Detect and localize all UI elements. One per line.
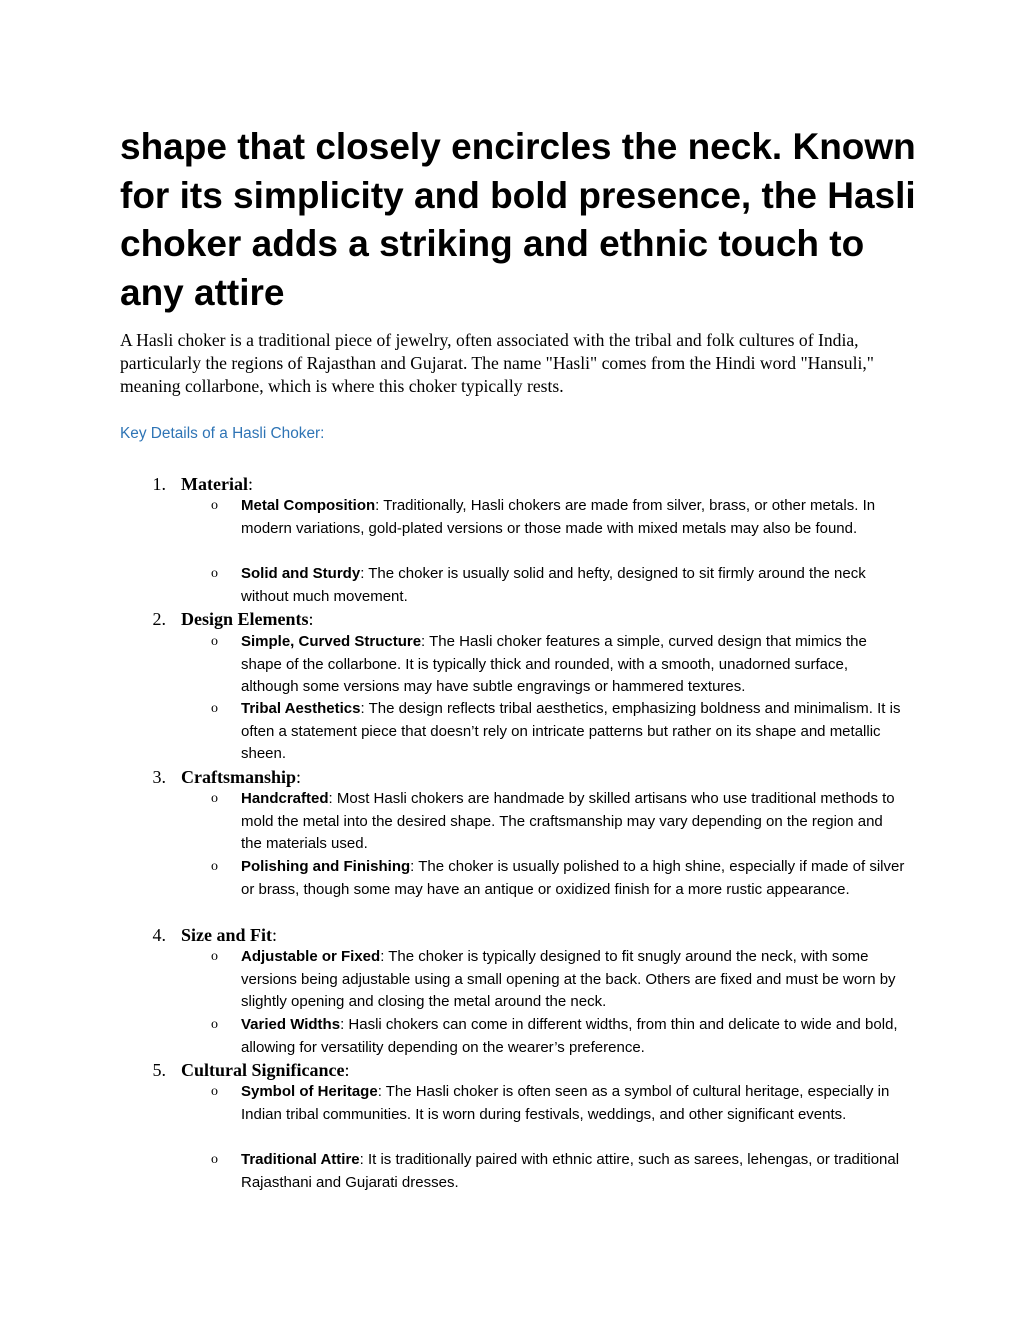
bullet-marker: o	[211, 566, 218, 581]
sub-item-label: Polishing and Finishing	[241, 858, 411, 875]
sub-item-label: Tribal Aesthetics	[241, 700, 361, 717]
list-item-craftsmanship: 3. Craftsmanship:	[0, 765, 1024, 789]
sub-item-text: : The choker is usually solid and hefty, designed to sit firmly around the neck without much movement.	[241, 565, 866, 605]
sub-item-text: : Most Hasli chokers are handmade by skilled artisans who use traditional methods to mold the metal into the desired shape. The craftsmanship may vary depending on the region and the materials used.	[241, 790, 895, 852]
bullet-marker: o	[211, 634, 218, 649]
sub-item-label: Adjustable or Fixed	[241, 948, 381, 965]
bullet-marker: o	[211, 498, 218, 513]
list-item-material: 1. Material:	[0, 472, 1024, 496]
sub-item-text: : Hasli chokers can come in different widths, from thin and delicate to wide and bold, allowing for versatility depending on the wearer’s preference.	[241, 1016, 898, 1056]
sub-item-text: : The choker is usually polished to a high shine, especially if made of silver or brass, though some may have an antique or oxidized finish for a more rustic appearance.	[241, 858, 905, 898]
sub-item-label: Metal Composition	[241, 497, 376, 514]
list-item-title: Cultural Significance	[181, 1060, 345, 1080]
bullet-marker: o	[211, 859, 218, 874]
page-heading: shape that closely encircles the neck. Known for its simplicity and bold presence, the Hasli choker adds a striking and ethnic touch to any attire	[120, 126, 916, 313]
sub-item-label: Handcrafted	[241, 790, 329, 807]
bullet-marker: o	[211, 1084, 218, 1099]
list-item-size-and-fit: 4. Size and Fit:	[0, 923, 1024, 947]
list-number: 3.	[152, 767, 166, 787]
sub-item-text: : The design reflects tribal aesthetics, emphasizing boldness and minimalism. It is often a statement piece that doesn’t rely on intricate patterns but rather on its shape and metallic sheen.	[241, 700, 901, 762]
sub-item-label: Simple, Curved Structure	[241, 633, 422, 650]
section-title: Key Details of a Hasli Choker:	[120, 425, 325, 442]
list-item-title: Craftsmanship	[181, 767, 297, 787]
list-item-title: Material	[181, 474, 248, 494]
bullet-marker: o	[211, 949, 218, 964]
list-item-cultural-significance: 5. Cultural Significance:	[0, 1058, 1024, 1082]
sub-item-text: : Traditionally, Hasli chokers are made from silver, brass, or other metals. In modern variations, gold-plated versions or those made with mixed metals may also be found.	[241, 497, 876, 537]
bullet-marker: o	[211, 791, 218, 806]
list-number: 5.	[152, 1060, 166, 1080]
list-item-title: Design Elements	[181, 609, 309, 629]
sub-item-text: : It is traditionally paired with ethnic attire, such as sarees, lehengas, or traditional Rajasthani and Gujarati dresses.	[241, 1151, 900, 1191]
list-number: 2.	[152, 609, 166, 629]
sub-item-label: Symbol of Heritage	[241, 1083, 378, 1100]
list-item-design-elements: 2. Design Elements:	[0, 607, 1024, 631]
list-item-title: Size and Fit	[181, 925, 273, 945]
bullet-marker: o	[211, 1017, 218, 1032]
list-number: 1.	[152, 474, 166, 494]
intro-paragraph: A Hasli choker is a traditional piece of jewelry, often associated with the tribal and folk cultures of India, particularly the regions of Rajasthan and Gujarat. The name "Hasli" comes from the Hindi word "Hansuli," meaning collarbone, which is where this choker typically rests.	[120, 330, 874, 396]
sub-item-label: Varied Widths	[241, 1016, 341, 1033]
bullet-marker: o	[211, 1152, 218, 1167]
sub-item-label: Solid and Sturdy	[241, 565, 361, 582]
sub-item-label: Traditional Attire	[241, 1151, 360, 1168]
list-number: 4.	[152, 925, 166, 945]
bullet-marker: o	[211, 701, 218, 716]
sub-item-text: : The Hasli choker features a simple, curved design that mimics the shape of the collarbone. It is typically thick and rounded, with a smooth, unadorned surface, although some versions may have subtle engravings or hammered textures.	[241, 633, 867, 695]
sub-item-text: : The Hasli choker is often seen as a symbol of cultural heritage, especially in Indian tribal communities. It is worn during festivals, weddings, and other significant events.	[241, 1083, 890, 1123]
sub-item-text: : The choker is typically designed to fit snugly around the neck, with some versions being adjustable using a small opening at the back. Others are fixed and must be worn by slightly opening and closing the metal around the neck.	[241, 948, 896, 1010]
